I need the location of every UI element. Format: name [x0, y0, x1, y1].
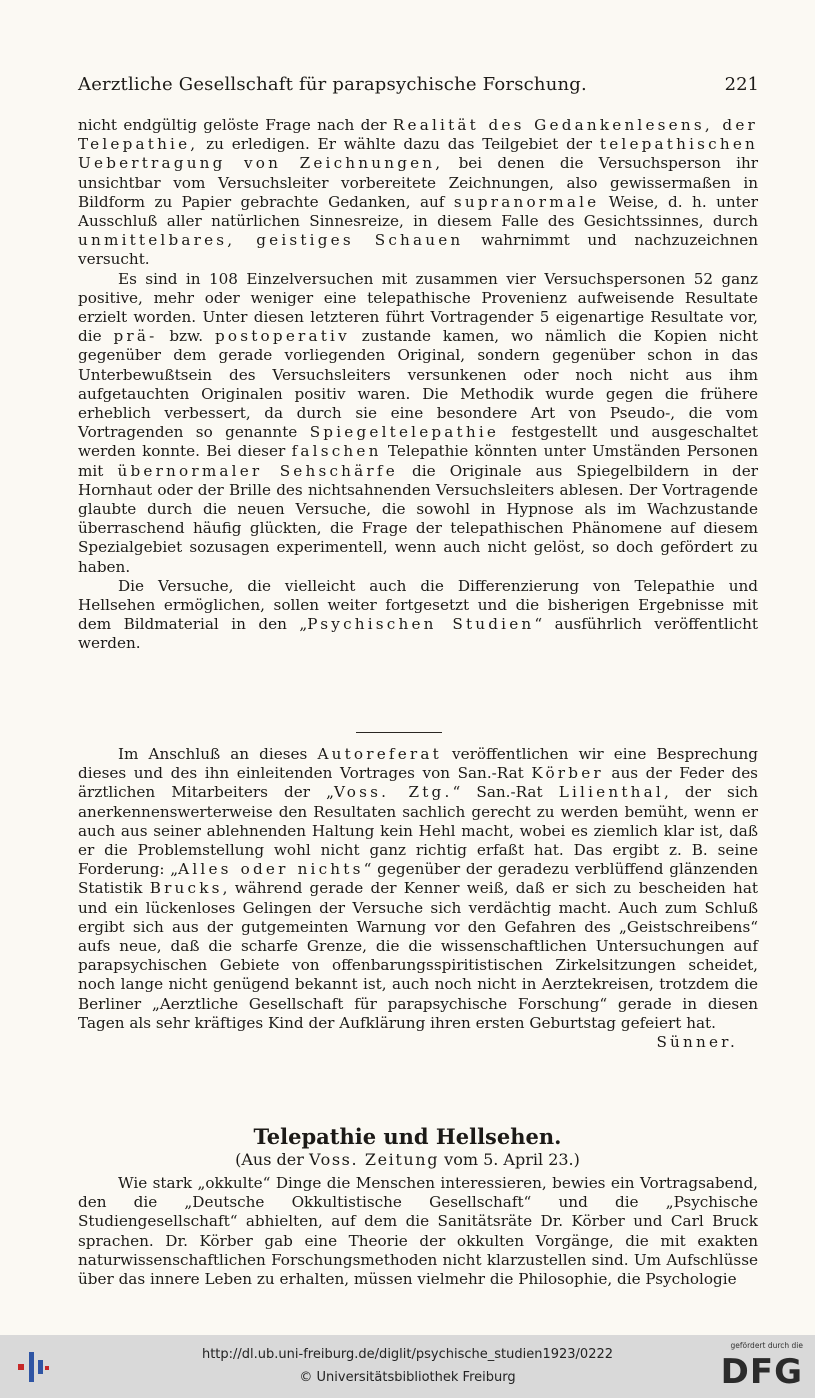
paragraph-3: [78, 577, 758, 654]
text-run: nicht endgültig gelöste Frage nach der: [78, 116, 393, 134]
source-url-link[interactable]: http://dl.ub.uni-freiburg.de/diglit/psychische_studien1923/0222: [201, 1347, 614, 1362]
text-run: Weise, d. h. unter Ausschluß aller natürlichen Sinnesreize, in diesem Falle des Gesichtssinnes, durch: [78, 192, 758, 231]
article-title: Telepathie und Hellsehen.: [253, 1124, 562, 1149]
text-run: die Originale aus Spiegelbildern in der Hornhaut oder der Brille des nichtsahnenden Versuchsleiters ablesen. Der Vortragende glaubte durch die neuen Versuche, die sowohl in Hypnose als im Wachzustande überraschend häufig glückten, die Frage der telepathischen Phänomene auf diesem Spezialgebiet sozusagen experimentell, wenn auch nicht gelöst, so doch gefördert zu haben.: [78, 461, 758, 576]
text-run: , während gerade der Kenner weiß, daß er sich zu bescheiden hat und ein lückenloses Gelingen der Versuche sich verdächtig macht. Auch zum Schluß ergibt sich aus der gutgemeinten Warnung vor den Gefahren des „Geistschreibens“ aufs neue, daß die scharfe Grenze, die die wissenschaftlichen Untersuchungen auf parapsychischen Gebiete von offenbarungsspiritistischen Zirkelsitzungen scheidet, noch lange nicht genügend bekannt ist, auch noch nicht in Aerztekreisen, trotzdem die Berliner „Aerztliche Gesellschaft für parapsychische Forschung“ gerade in diesen Tagen als sehr kräftiges Kind der Aufklärung ihren ersten Geburtstag gefeiert hat.: [78, 879, 758, 1032]
text-run: “ gegenüber der geradezu verblüffend glänzenden Statistik: [78, 860, 758, 898]
text-run: Es sind in 108 Einzelversuchen mit zusammen vier Versuchspersonen 52 ganz positive, mehr oder weniger eine telepathische Provenienz aufweisende Resultate erzielt worden. Unter diesen letzteren führt Vortragender 5 eigenartige Resultate vor, die: [78, 269, 758, 346]
spaced-term: falschen: [291, 442, 382, 461]
text-run: bzw.: [157, 327, 215, 346]
spaced-term: Brucks: [149, 879, 223, 898]
paragraph-1: [78, 116, 758, 270]
text-run: “ San.-Rat: [452, 783, 559, 802]
dfg-logo-text: DFG: [720, 1352, 803, 1392]
spaced-term: telepathischen Uebertragung von Zeichnungen,: [78, 135, 758, 173]
text-run: aus der Feder des ärztlichen Mitarbeiters der „: [78, 764, 758, 802]
spaced-term: Voss. Ztg.: [334, 783, 453, 802]
viewer-footer: [0, 1335, 815, 1398]
spaced-term: übernormaler Sehschärfe: [117, 461, 398, 480]
text-run: , der sich anerkennenswerterweise den Resultaten sachlich gerecht zu werden bemüht, wenn er auch aus seiner ablehnenden Haltung kein Hehl macht, wobei es ziemlich klar ist, daß er die Problemstellung wohl nicht ganz richtig erfaßt hat. Das ergibt z. B. seine Forderung: „: [78, 783, 758, 879]
editorial-note: [78, 745, 758, 1052]
text-run: veröffentlichen wir eine Besprechung dieses und des ihn einleitenden Vortrages von San.-Rat: [78, 745, 759, 783]
author-signature: Sünner.: [656, 1033, 738, 1052]
spaced-term: Spiegeltelepathie: [309, 423, 500, 442]
report-continuation: [78, 116, 758, 654]
spaced-term: postoperativ: [214, 327, 350, 346]
spaced-term: prä-: [113, 327, 158, 346]
spaced-term: Lilienthal: [558, 783, 664, 802]
paragraph-2: [78, 270, 758, 577]
running-header: [78, 74, 759, 102]
text-run: bei denen die Versuchsperson ihr unsichtbar vom Versuchsleiter vorbereitete Zeichnungen, also gewissermaßen in Bildform zu Papier gebrachte Gedanken, auf: [78, 154, 758, 211]
text-run: wahrnimmt und nachzuzeichnen versucht.: [78, 231, 758, 269]
section-divider: [356, 732, 442, 733]
spaced-term: Psychischen Studien: [307, 615, 535, 634]
header-title: Aerztliche Gesellschaft für parapsychische Forschung.: [78, 74, 587, 95]
spaced-term: supranormale: [453, 192, 600, 211]
spaced-term: Realität des Gedankenlesens, der Telepathie,: [78, 116, 758, 154]
text-run: Telepathie könnten unter Umständen Personen mit: [78, 442, 758, 480]
text-run: vom 5. April 23.): [439, 1150, 580, 1169]
dfg-tagline: gefördert durch die: [730, 1341, 803, 1350]
text-run: zustande kamen, wo nämlich die Kopien nicht gegenüber dem gerade vorliegenden Original, sondern gegenüber schon in das Unterbewußtsein des Versuchsleiters versunkenen oder noch nicht aus ihm aufgetauchten Originalen positiv waren. Die Methodik wurde gegen die frühere erheblich verbessert, da durch sie eine besondere Art von Pseudo-, die vom Vortragenden so genannte: [78, 327, 759, 442]
page-number: 221: [724, 74, 759, 95]
spaced-term: Körber: [531, 764, 604, 783]
article-subtitle: [0, 1150, 815, 1170]
text-run: (Aus der: [235, 1150, 309, 1169]
copyright-notice: © Universitätsbibliothek Freiburg: [299, 1370, 516, 1385]
spaced-term: Autoreferat: [317, 745, 442, 763]
editorial-paragraph: [78, 745, 759, 1052]
text-run: Die Versuche, die vielleicht auch die Differenzierung von Telepathie und Hellsehen ermöglichen, sollen weiter fortgesetzt und die bisherigen Ergebnisse mit dem Bildmaterial in den „: [78, 576, 758, 634]
text-run: zu erledigen. Er wählte dazu das Teilgebiet der: [198, 135, 600, 154]
text-run: Im Anschluß an dieses: [118, 745, 318, 763]
article-body: [78, 1174, 758, 1289]
spaced-term: Alles oder nichts: [178, 860, 364, 879]
spaced-term: unmittelbares, geistiges Schauen: [78, 231, 464, 250]
spaced-term: Voss. Zeitung: [308, 1150, 440, 1169]
article-paragraph: Wie stark „okkulte“ Dinge die Menschen interessieren, bewies ein Vortragsabend, den die „Deutsche Okkultistische Gesellschaft“ und die „Psychische Studiengesellschaft“ abhielten, auf dem die Sanitätsräte Dr. Körber und Carl Bruck sprachen. Dr. Körber gab eine Theorie der okkulten Vorgänge, die mit exakten naturwissenschaftlichen Forschungsmethoden nicht klarzustellen sind. Um Aufschlüsse über das innere Leben zu erhalten, müssen vielmehr die Philosophie, die Psychologie: [78, 1174, 758, 1289]
text-run: festgestellt und ausgeschaltet werden konnte. Bei dieser: [78, 423, 759, 461]
text-run: “ ausführlich veröffentlicht werden.: [78, 615, 758, 653]
dfg-logo: [711, 1341, 803, 1393]
